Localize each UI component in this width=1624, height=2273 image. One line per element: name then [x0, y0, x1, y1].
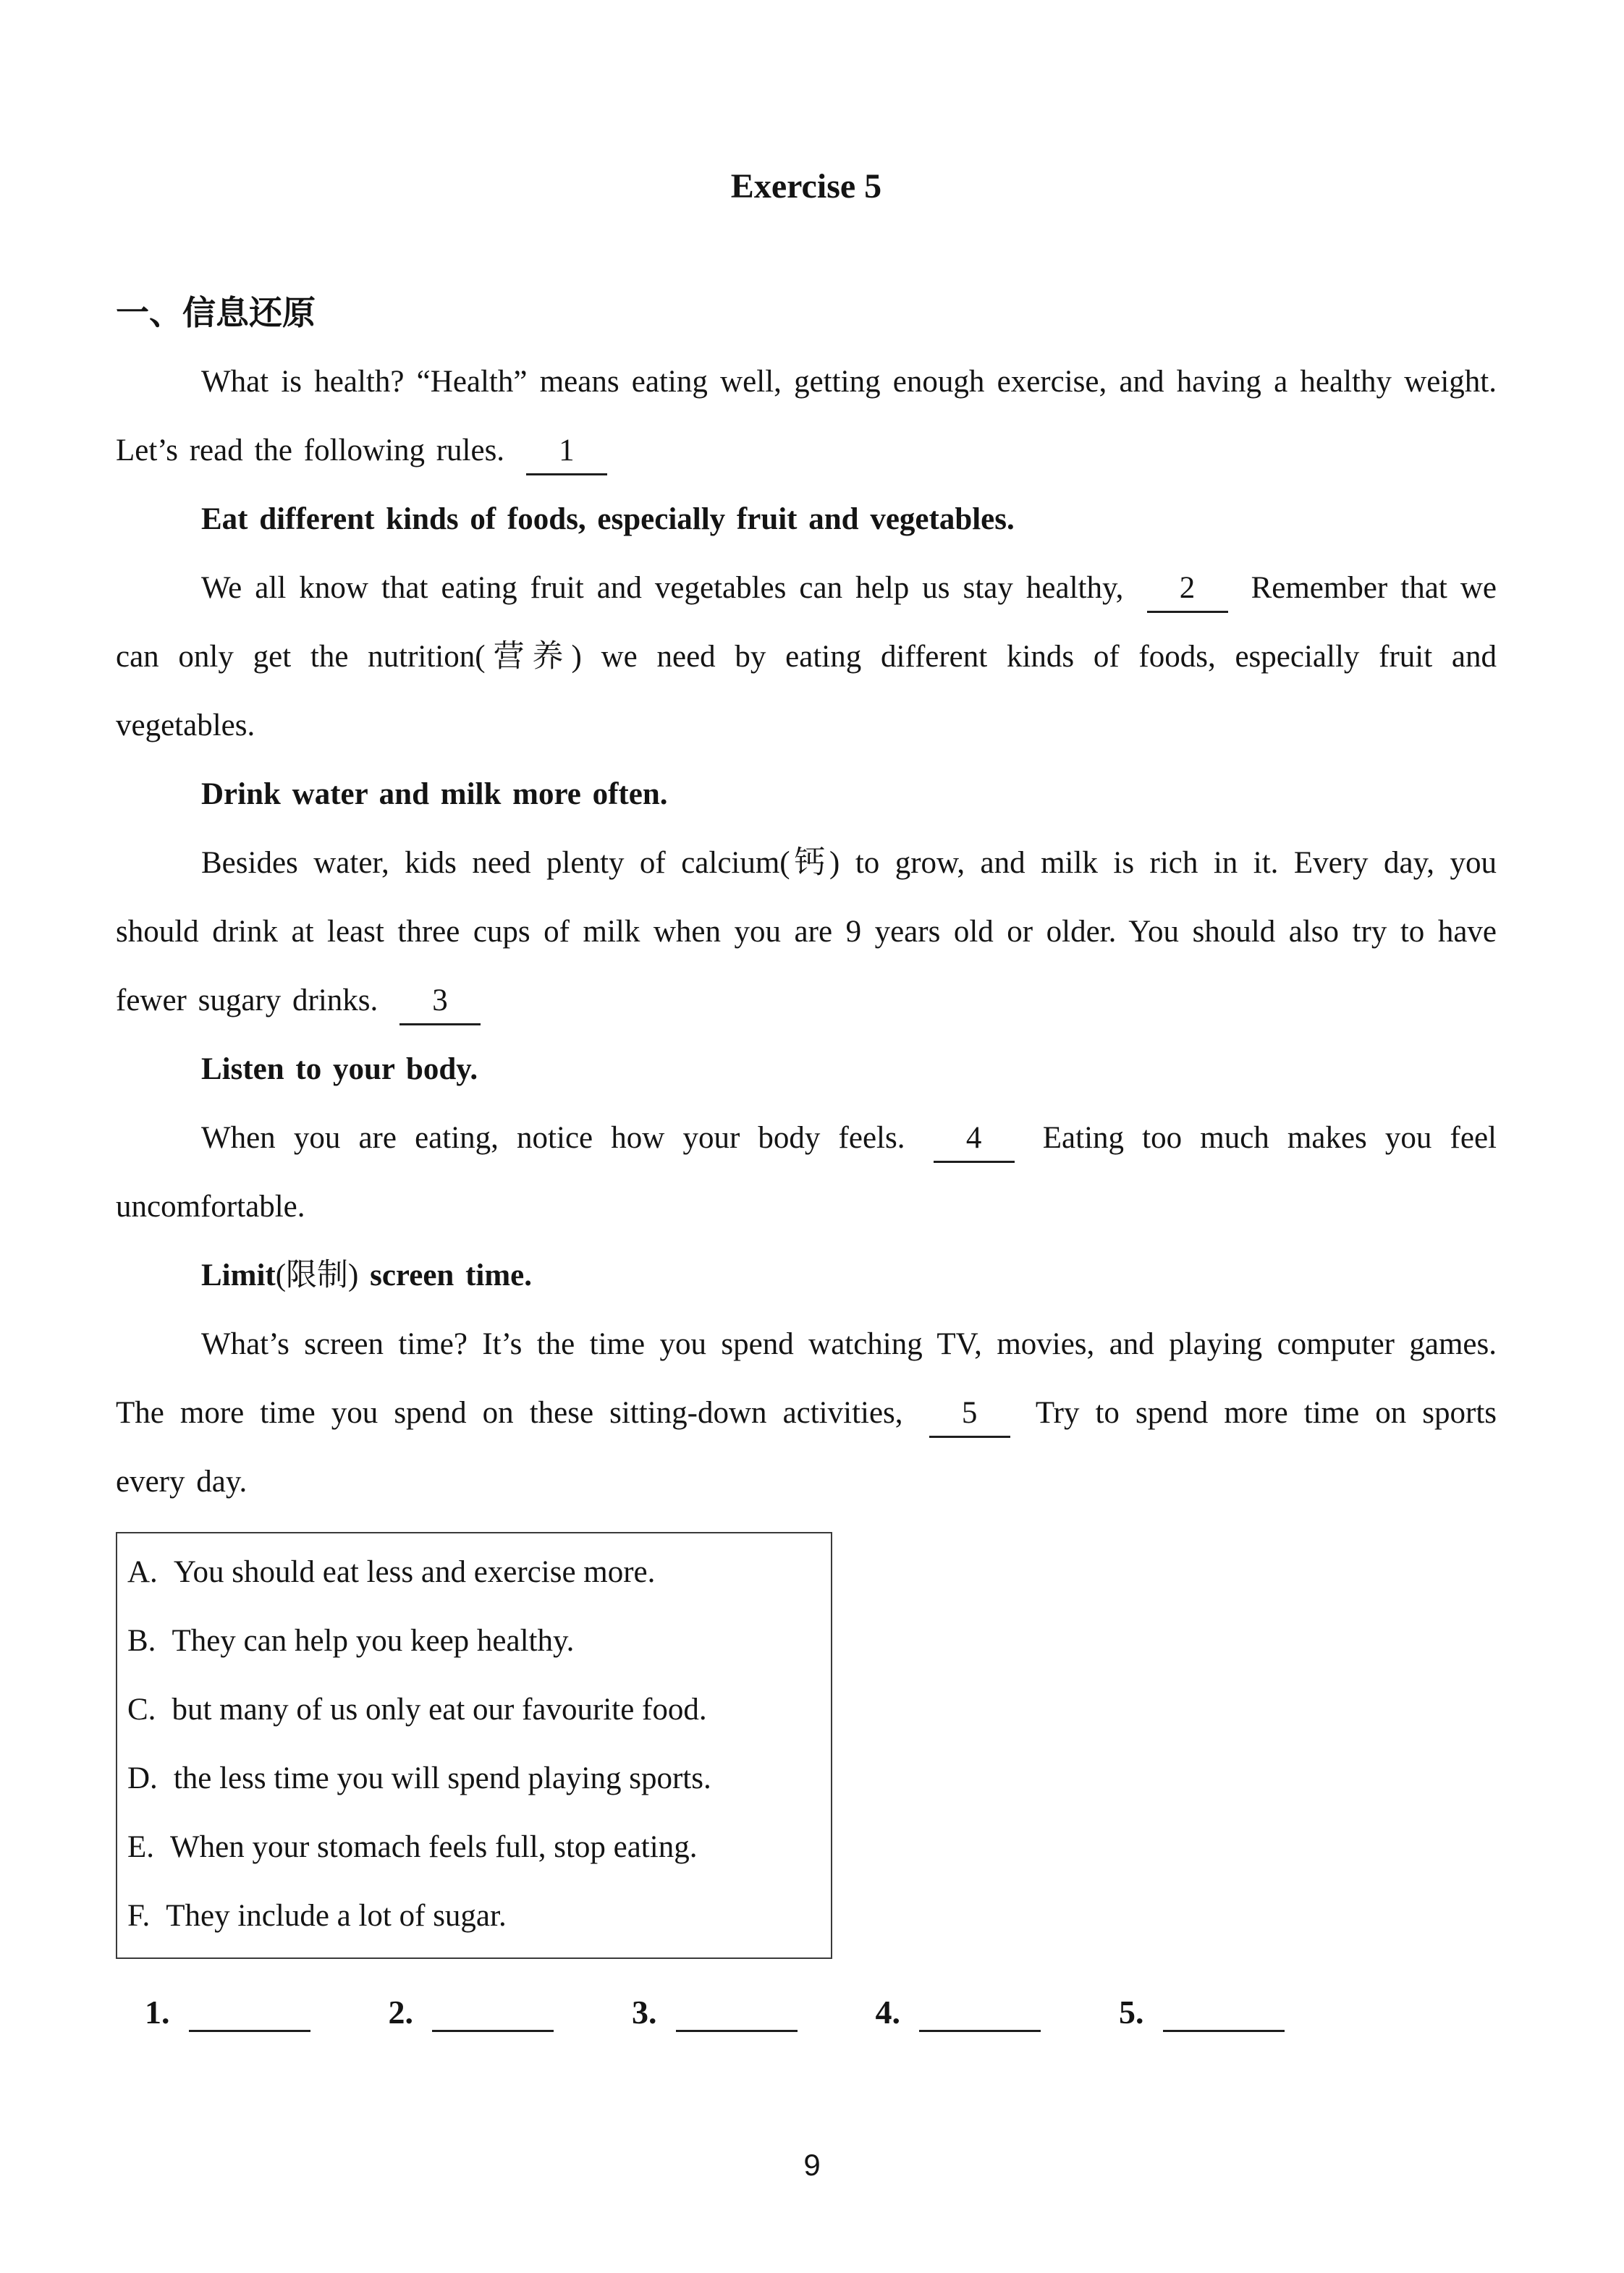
passage-text: Eat different kinds of foods, especially fruit and vegetables. — [201, 502, 1015, 536]
option-text: They include a lot of sugar. — [166, 1899, 507, 1933]
passage-paragraph — [116, 554, 1497, 760]
section-heading: 一、信息还原 — [116, 294, 316, 331]
passage-text: Besides water, kids need plenty of calcium(钙) to grow, and milk is rich in it. Every day, you should drink at least three cups of milk when you are 9 years old or older. You should also try to have fewer sugary drinks. — [116, 846, 1497, 1017]
option-text: but many of us only eat our favourite food. — [172, 1693, 707, 1727]
passage-text: Listen to your body. — [201, 1052, 478, 1086]
passage-text: What’s screen time? It’s the time you spend watching TV, movies, and playing computer games. The more time you spend on these sitting-down activities, — [116, 1327, 1497, 1430]
passage-paragraph — [116, 1104, 1497, 1241]
answer-number: 4. — [875, 1994, 900, 2031]
inline-blank-2: 2 — [1147, 570, 1228, 613]
option-item — [127, 1538, 824, 1607]
passage-heading — [116, 485, 1497, 554]
passage-text: What is health? “Health” means eating well, getting enough exercise, and having a healthy weight. Let’s read the following rules. — [116, 365, 1497, 467]
page-number: 9 — [803, 2148, 821, 2182]
passage-text: screen time. — [358, 1258, 532, 1292]
passage-text: Limit — [201, 1258, 276, 1292]
answer-blank — [189, 2024, 310, 2032]
answer-item — [632, 1984, 798, 2041]
passage-heading — [116, 760, 1497, 829]
inline-blank-5: 5 — [929, 1395, 1010, 1438]
passage-text: Eating too much makes you feel uncomfortable. — [116, 1121, 1497, 1224]
options-box — [116, 1532, 832, 1959]
answer-blank — [676, 2024, 798, 2032]
option-text: They can help you keep healthy. — [172, 1624, 575, 1658]
option-item — [127, 1813, 824, 1882]
answer-item — [876, 1984, 1041, 2041]
answer-item — [1119, 1984, 1285, 2041]
passage-paragraph — [116, 829, 1497, 1035]
answer-item — [145, 1984, 310, 2041]
passage-heading — [116, 1241, 1497, 1310]
answer-item — [389, 1984, 554, 2041]
passage-text: Remember that we can only get the nutrition(营养) we need by eating different kinds of foods, especially fruit and vegetables. — [116, 571, 1497, 742]
option-item — [127, 1744, 824, 1813]
option-label: E. — [127, 1830, 155, 1864]
option-label: C. — [127, 1693, 156, 1727]
inline-blank-3: 3 — [399, 983, 481, 1025]
option-item — [127, 1607, 824, 1675]
passage-text: When you are eating, notice how your body feels. — [201, 1121, 923, 1155]
answer-number: 1. — [145, 1994, 170, 2031]
answer-blank — [432, 2024, 554, 2032]
passage-text: (限制) — [275, 1258, 359, 1292]
option-text: You should eat less and exercise more. — [173, 1555, 656, 1589]
option-label: B. — [127, 1624, 156, 1658]
passage-heading — [116, 1035, 1497, 1104]
page-title: Exercise 5 — [730, 167, 882, 206]
answer-number: 5. — [1119, 1994, 1144, 2031]
passage-paragraph — [116, 347, 1497, 485]
option-text: When your stomach feels full, stop eating. — [170, 1830, 698, 1864]
passage-paragraph — [116, 1310, 1497, 1516]
option-label: A. — [127, 1555, 158, 1589]
option-label: F. — [127, 1899, 151, 1933]
inline-blank-1: 1 — [526, 433, 607, 475]
option-label: D. — [127, 1761, 158, 1795]
option-text: the less time you will spend playing sports. — [173, 1761, 711, 1795]
passage-text: Try to spend more time on sports every day. — [116, 1396, 1497, 1499]
answer-row — [116, 1984, 1497, 2041]
answer-blank — [919, 2024, 1041, 2032]
inline-blank-4: 4 — [934, 1120, 1015, 1163]
option-item — [127, 1882, 824, 1950]
answer-blank — [1163, 2024, 1285, 2032]
answer-number: 2. — [388, 1994, 413, 2031]
passage-text: Drink water and milk more often. — [201, 777, 668, 811]
answer-number: 3. — [632, 1994, 657, 2031]
option-item — [127, 1675, 824, 1744]
passage — [116, 347, 1497, 1516]
passage-text: We all know that eating fruit and vegetables can help us stay healthy, — [201, 571, 1137, 605]
